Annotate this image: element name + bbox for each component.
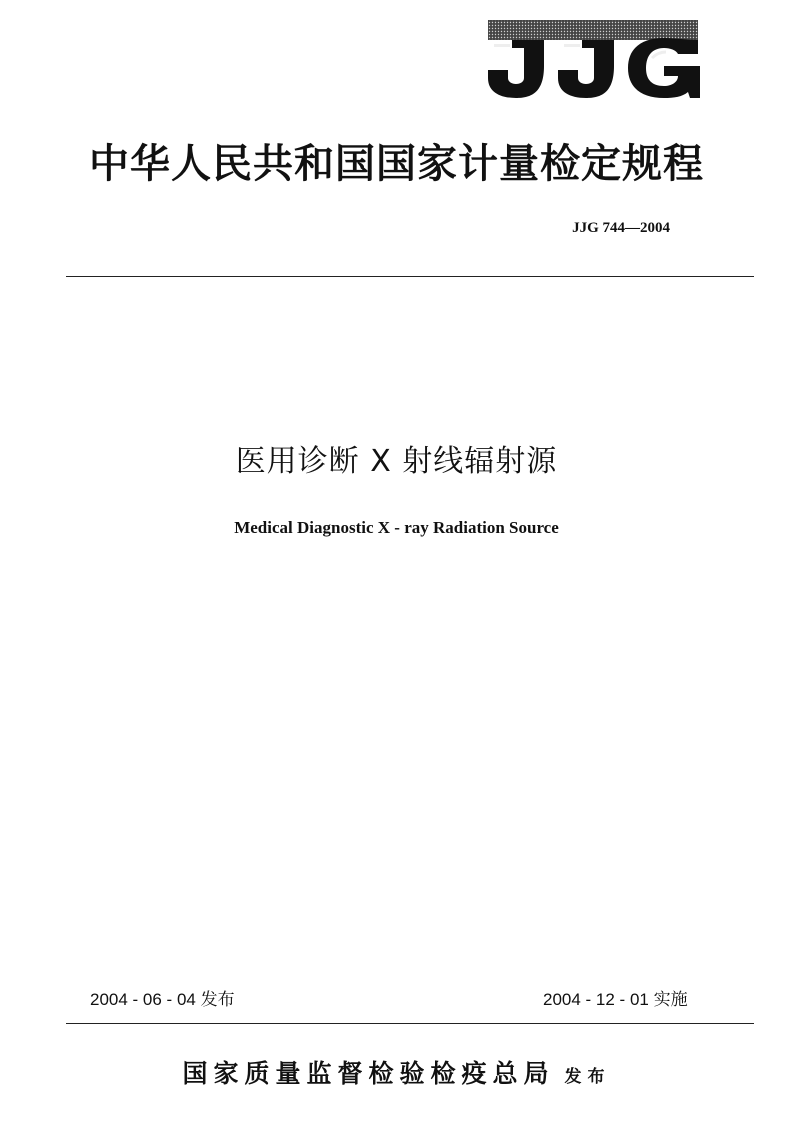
implementation-date: 2004 - 12 - 01 实施 [543,990,688,1009]
issuer-line [0,1056,793,1095]
issuer-name: 国家质量监督检验检疫总局 [182,1059,555,1088]
issuing-body-title: 中华人民共和国国家计量检定规程 [89,140,704,187]
header-divider [66,276,754,277]
document-title-chinese: 医用诊断 X 射线辐射源 [235,444,558,479]
issuer-suffix: 发布 [564,1067,611,1087]
footer-divider [66,1023,754,1024]
standard-code: JJG 744—2004 [572,220,670,236]
issue-date: 2004 - 06 - 04 发布 [90,990,235,1009]
document-title-english: Medical Diagnostic X - ray Radiation Source [234,518,559,537]
jjg-logo [482,18,706,100]
